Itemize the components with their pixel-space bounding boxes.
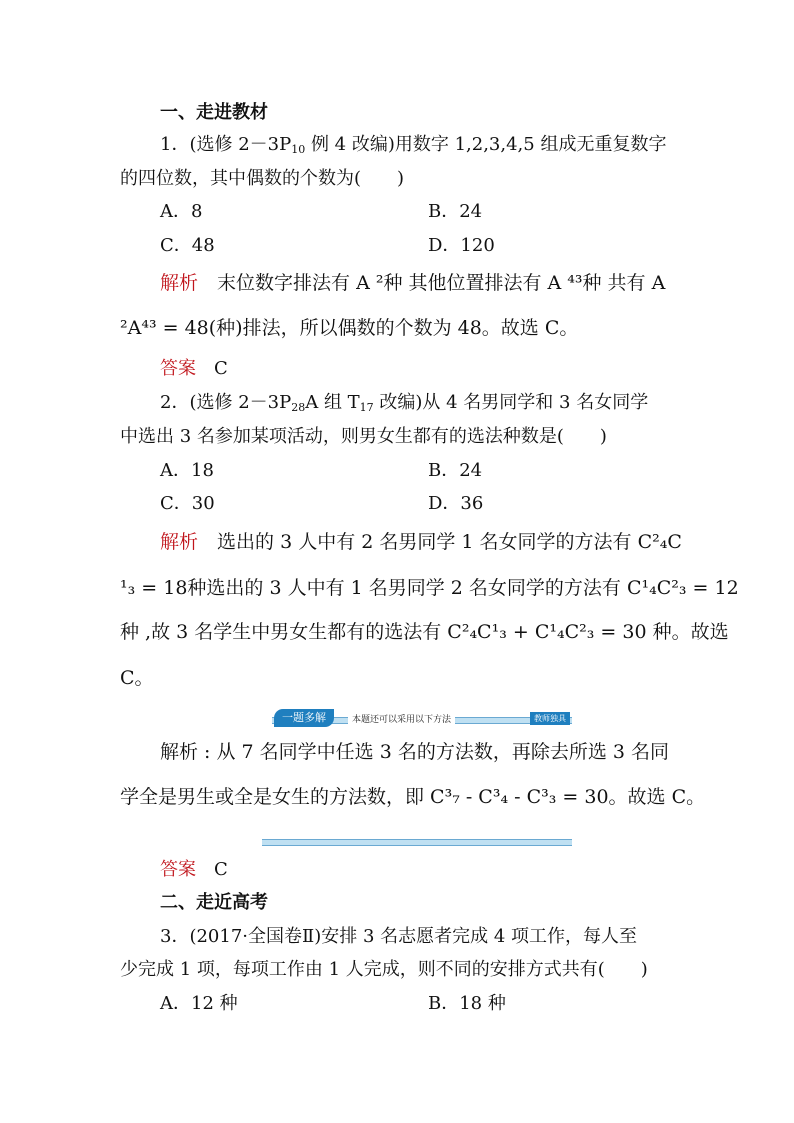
q2-stem-sub2: 17 <box>359 401 374 414</box>
q1-solution-label: 解析 <box>160 272 199 294</box>
multi-solution-banner <box>262 709 582 729</box>
q2-stem-text-b: A 组 T <box>305 392 360 413</box>
q1-answer <box>160 357 720 381</box>
q1-stem-text-a: 1．(选修 2－3P <box>160 134 292 155</box>
q1-solution-line2: ²A⁴³ = 48(种)排法，所以偶数的个数为 48。故选 C。 <box>120 317 579 339</box>
q1-option-b: B．24 <box>428 201 483 222</box>
q3-option-b: B．18 种 <box>428 993 506 1014</box>
q2-answer-value: C <box>214 859 228 880</box>
q2-stem-line1 <box>160 391 720 415</box>
q2-stem-text-a: 2．(选修 2－3P <box>160 392 292 413</box>
q1-solution-line1 <box>160 271 720 295</box>
q1-option-a: A．8 <box>160 201 203 222</box>
q1-answer-value: C <box>214 358 228 379</box>
q2-solution-line1 <box>160 530 720 554</box>
section-heading-1: 一、走进教材 <box>160 102 268 123</box>
q3-option-a: A．12 种 <box>160 993 238 1014</box>
q2-solution-line3: 种 ,故 3 名学生中男女生都有的选法有 C²₄C¹₃ + C¹₄C²₃ = 30 种。故选 <box>120 621 729 643</box>
banner-text: 本题还可以采用以下方法 <box>348 712 455 725</box>
q1-stem-sub: 10 <box>291 143 306 156</box>
q2-option-c: C．30 <box>160 493 215 514</box>
q2-solution-label: 解析 <box>160 531 199 553</box>
multi-solution-end-bar <box>262 839 572 846</box>
q1-stem-text-b: 例 4 改编)用数字 1,2,3,4,5 组成无重复数字 <box>305 134 667 155</box>
q2-stem-line2: 中选出 3 名参加某项活动，则男女生都有的选法种数是( ) <box>120 426 607 447</box>
q2-solution-line4: C。 <box>120 667 154 689</box>
q2-alt-solution-line1: 解析 : 从 7 名同学中任选 3 名的方法数，再除去所选 3 名同 <box>160 741 669 763</box>
q2-stem-sub1: 28 <box>291 401 306 414</box>
banner-tag: 一题多解 <box>274 709 334 727</box>
q2-answer-label: 答案 <box>160 859 196 880</box>
q2-alt-solution-line2: 学全是男生或全是女生的方法数，即 C³₇ - C³₄ - C³₃ = 30。故选 C。 <box>120 786 706 808</box>
q2-solution-text1: 选出的 3 人中有 2 名男同学 1 名女同学的方法有 C²₄C <box>217 531 682 553</box>
q1-option-d: D．120 <box>428 235 495 256</box>
q2-answer <box>160 858 720 882</box>
banner-tag-teacher: 教师独具 <box>530 712 570 725</box>
q1-solution-text1: 末位数字排法有 A ²种 其他位置排法有 A ⁴³种 共有 A <box>217 272 666 294</box>
q2-solution-line2: ¹₃ = 18种选出的 3 人中有 1 名男同学 2 名女同学的方法有 C¹₄C²₃ = 12 <box>120 577 739 599</box>
q2-option-d: D．36 <box>428 493 484 514</box>
q2-stem-text-c: 改编)从 4 名男同学和 3 名女同学 <box>373 392 649 413</box>
q2-option-a: A．18 <box>160 460 214 481</box>
section-heading-2: 二、走近高考 <box>160 892 268 913</box>
q1-option-c: C．48 <box>160 235 215 256</box>
q3-stem-line1: 3．(2017·全国卷Ⅱ)安排 3 名志愿者完成 4 项工作，每人至 <box>160 926 638 947</box>
q3-stem-line2: 少完成 1 项，每项工作由 1 人完成，则不同的安排方式共有( ) <box>120 959 648 980</box>
q1-stem-line2: 的四位数，其中偶数的个数为( ) <box>120 168 405 189</box>
q1-stem-line1 <box>160 133 720 157</box>
q1-answer-label: 答案 <box>160 358 196 379</box>
q2-option-b: B．24 <box>428 460 483 481</box>
